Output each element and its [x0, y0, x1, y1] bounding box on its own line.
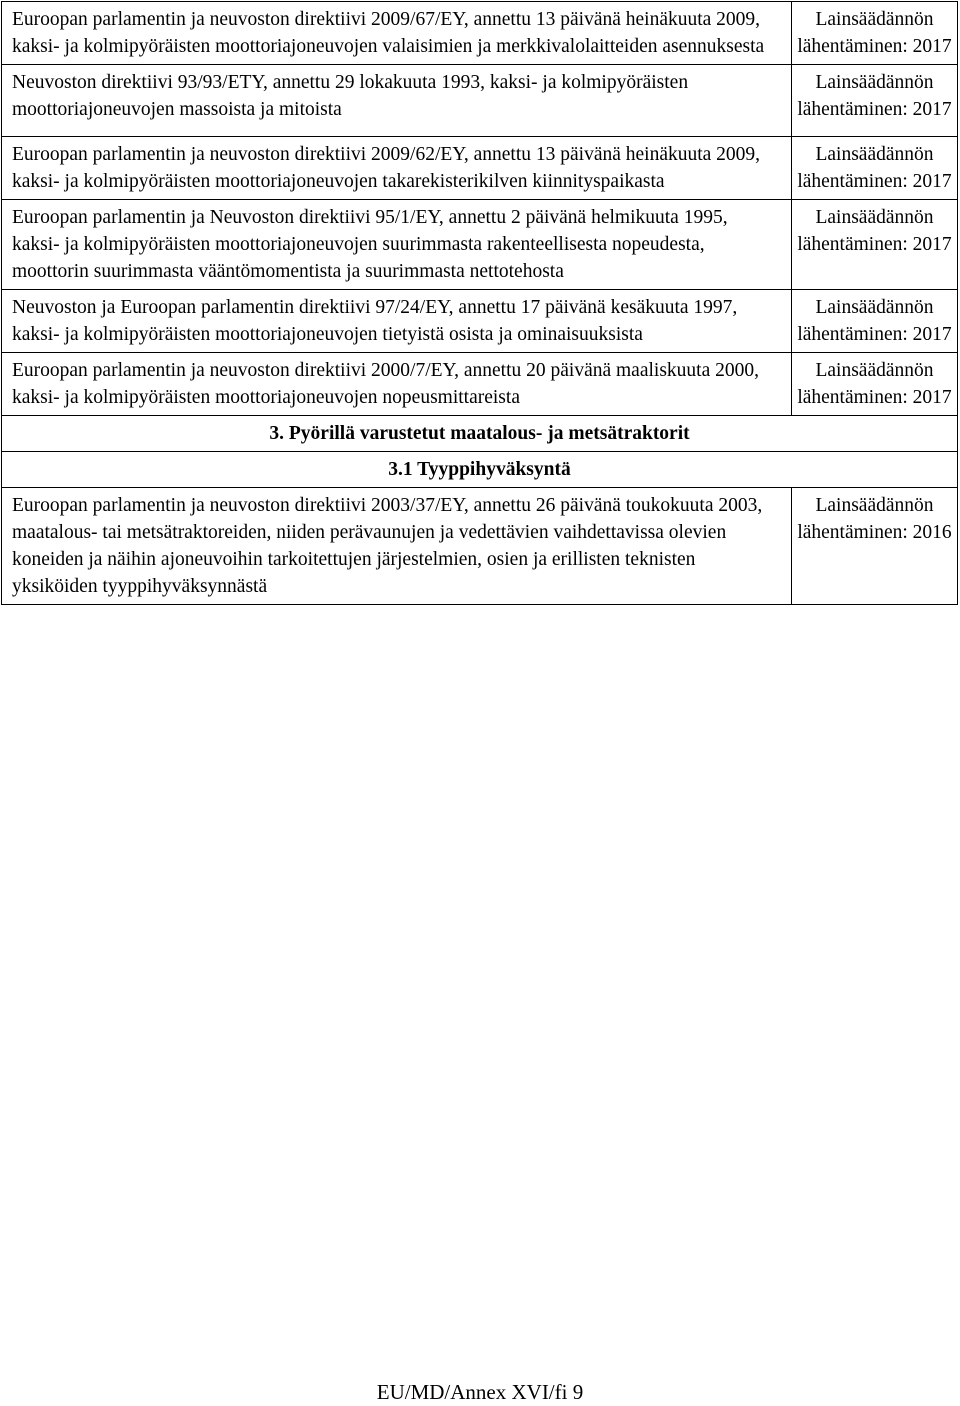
- status-cell: Lainsäädännön lähentäminen: 2017: [792, 2, 958, 65]
- table-row: [2, 200, 958, 290]
- directive-cell: Neuvoston direktiivi 93/93/ETY, annettu 29 lokakuuta 1993, kaksi- ja kolmipyöräisten moottoriajoneuvojen massoista ja mitoista: [2, 65, 792, 137]
- status-cell: Lainsäädännön lähentäminen: 2017: [792, 200, 958, 290]
- table-row: [2, 2, 958, 65]
- directive-cell: Neuvoston ja Euroopan parlamentin direktiivi 97/24/EY, annettu 17 päivänä kesäkuuta 1997, kaksi- ja kolmipyöräisten moottoriajoneuvojen tietyistä osista ja ominaisuuksista: [2, 290, 792, 353]
- annex-table: [1, 1, 958, 605]
- directive-cell: Euroopan parlamentin ja neuvoston direktiivi 2003/37/EY, annettu 26 päivänä toukokuuta 2003, maatalous- tai metsätraktoreiden, niiden perävaunujen ja vedettävien vaihdettavissa olevien koneiden ja näihin ajoneuvoihin tarkoitettujen järjestelmien, osien ja erillisten teknisten yksiköiden tyyppihyväksynnästä: [2, 488, 792, 605]
- directive-cell: Euroopan parlamentin ja neuvoston direktiivi 2009/62/EY, annettu 13 päivänä heinäkuuta 2009, kaksi- ja kolmipyöräisten moottoriajoneuvojen takarekisterikilven kiinnityspaikasta: [2, 137, 792, 200]
- table-row: [2, 488, 958, 605]
- table-row: [2, 290, 958, 353]
- table-row: [2, 353, 958, 416]
- directive-cell: Euroopan parlamentin ja Neuvoston direktiivi 95/1/EY, annettu 2 päivänä helmikuuta 1995, kaksi- ja kolmipyöräisten moottoriajoneuvojen suurimmasta rakenteellisesta nopeudesta, moottorin suurimmasta vääntömomentista ja suurimmasta nettotehosta: [2, 200, 792, 290]
- status-cell: Lainsäädännön lähentäminen: 2017: [792, 137, 958, 200]
- page-footer: EU/MD/Annex XVI/fi 9: [376, 1380, 584, 1404]
- directive-cell: Euroopan parlamentin ja neuvoston direktiivi 2000/7/EY, annettu 20 päivänä maaliskuuta 2000, kaksi- ja kolmipyöräisten moottoriajoneuvojen nopeusmittareista: [2, 353, 792, 416]
- section-heading: 3. Pyörillä varustetut maatalous- ja metsätraktorit: [2, 416, 958, 452]
- status-cell: Lainsäädännön lähentäminen: 2017: [792, 65, 958, 137]
- table-row: [2, 137, 958, 200]
- directive-cell: Euroopan parlamentin ja neuvoston direktiivi 2009/67/EY, annettu 13 päivänä heinäkuuta 2009, kaksi- ja kolmipyöräisten moottoriajoneuvojen valaisimien ja merkkivalolaitteiden asennuksesta: [2, 2, 792, 65]
- subsection-heading: 3.1 Tyyppihyväksyntä: [2, 452, 958, 488]
- subsection-heading-row: [2, 452, 958, 488]
- section-heading-row: [2, 416, 958, 452]
- status-cell: Lainsäädännön lähentäminen: 2017: [792, 353, 958, 416]
- status-cell: Lainsäädännön lähentäminen: 2016: [792, 488, 958, 605]
- table-row: [2, 65, 958, 137]
- status-cell: Lainsäädännön lähentäminen: 2017: [792, 290, 958, 353]
